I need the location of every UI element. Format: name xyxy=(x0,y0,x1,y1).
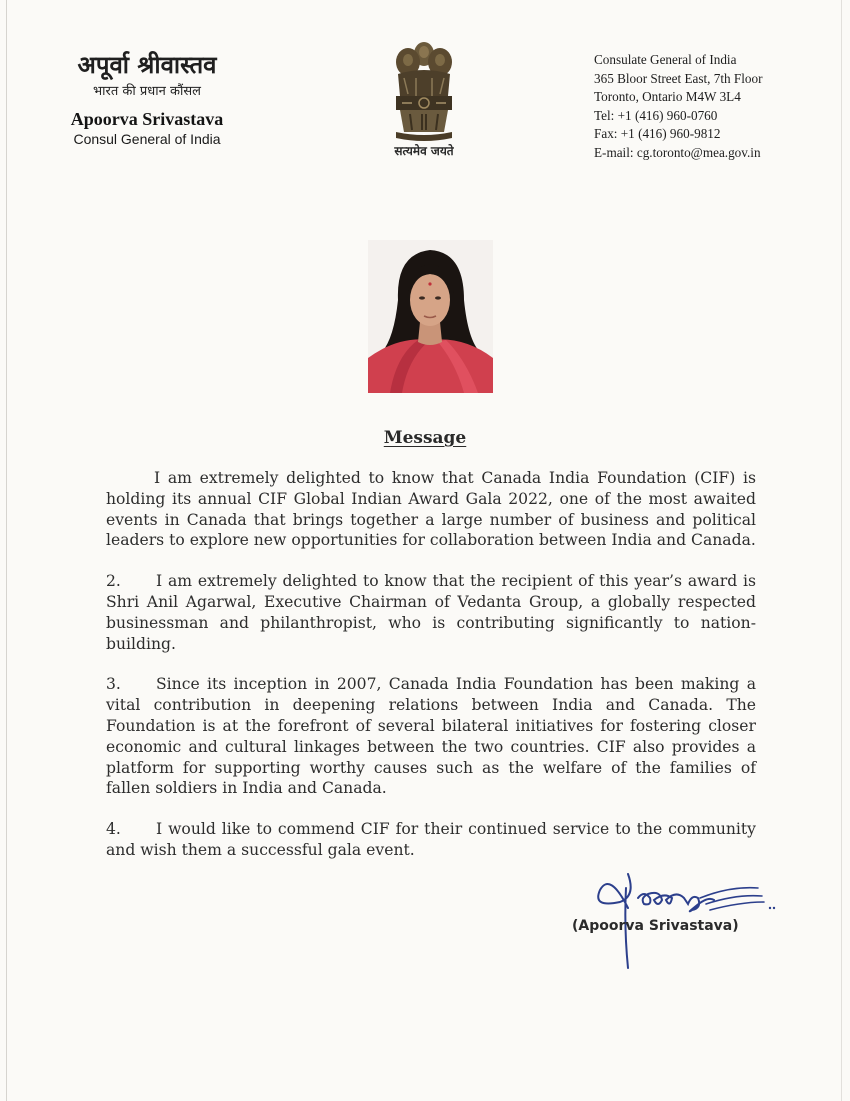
paragraph-4 xyxy=(106,819,756,861)
sender-designation: Consul General of India xyxy=(73,131,221,147)
address-line: 365 Bloor Street East, 7th Floor xyxy=(594,70,763,86)
sender-title-hindi: भारत की प्रधान कौंसल xyxy=(93,84,201,99)
paragraph-3 xyxy=(106,674,756,799)
sender-block xyxy=(52,50,242,148)
paragraph-text: Since its inception in 2007, Canada India Foundation has been making a vital contribution in deepening relations between India and Canada. The Foundation is at the forefront of several bilateral initiatives for fostering closer economic and cultural linkages between the two countries. CIF also provides a platform for supporting worthy causes such as the welfare of the families of fallen soldiers in India and Canada. xyxy=(106,675,756,798)
message-body xyxy=(106,468,756,881)
address-line: Toronto, Ontario M4W 3L4 xyxy=(594,89,741,104)
paragraph-text: I would like to commend CIF for their continued service to the community and wish them a successful gala event. xyxy=(106,820,756,859)
paragraph-number: 4. xyxy=(106,820,121,839)
message-heading xyxy=(0,428,850,448)
address-email: E-mail: cg.toronto@mea.gov.in xyxy=(594,144,761,160)
address-phone: Tel: +1 (416) 960-0760 xyxy=(594,107,718,123)
address-fax: Fax: +1 (416) 960-9812 xyxy=(594,126,721,141)
paragraph-number: 2. xyxy=(106,572,121,591)
paragraph-number: 3. xyxy=(106,675,121,694)
page-edge-right xyxy=(841,0,842,1101)
consulate-address xyxy=(594,51,763,162)
message-heading-text: Message xyxy=(383,428,467,448)
page-edge-left xyxy=(6,0,7,1101)
paragraph-1: I am extremely delighted to know that Canada India Foundation (CIF) is holding its annual CIF Global Indian Award Gala 2022, one of the most awaited events in Canada that brings together a large number of business and political leaders to explore new opportunities for collaboration between India and Canada. xyxy=(106,469,756,550)
address-line: Consulate General of India xyxy=(594,52,737,67)
sender-name: Apoorva Srivastava xyxy=(70,109,224,129)
paragraph-text: I am extremely delighted to know that the recipient of this year’s award is Shri Anil Agarwal, Executive Chairman of Vedanta Group, a globally respected businessman and philanthropist, who is contributing significantly to nation-building. xyxy=(106,572,756,653)
sender-name-hindi: अपूर्वा श्रीवास्तव xyxy=(77,51,217,79)
portrait-photo xyxy=(368,240,493,393)
signatory-name: (Apoorva Srivastava) xyxy=(572,918,739,934)
emblem-motto: सत्यमेव जयते xyxy=(394,144,454,158)
paragraph-2 xyxy=(106,571,756,654)
